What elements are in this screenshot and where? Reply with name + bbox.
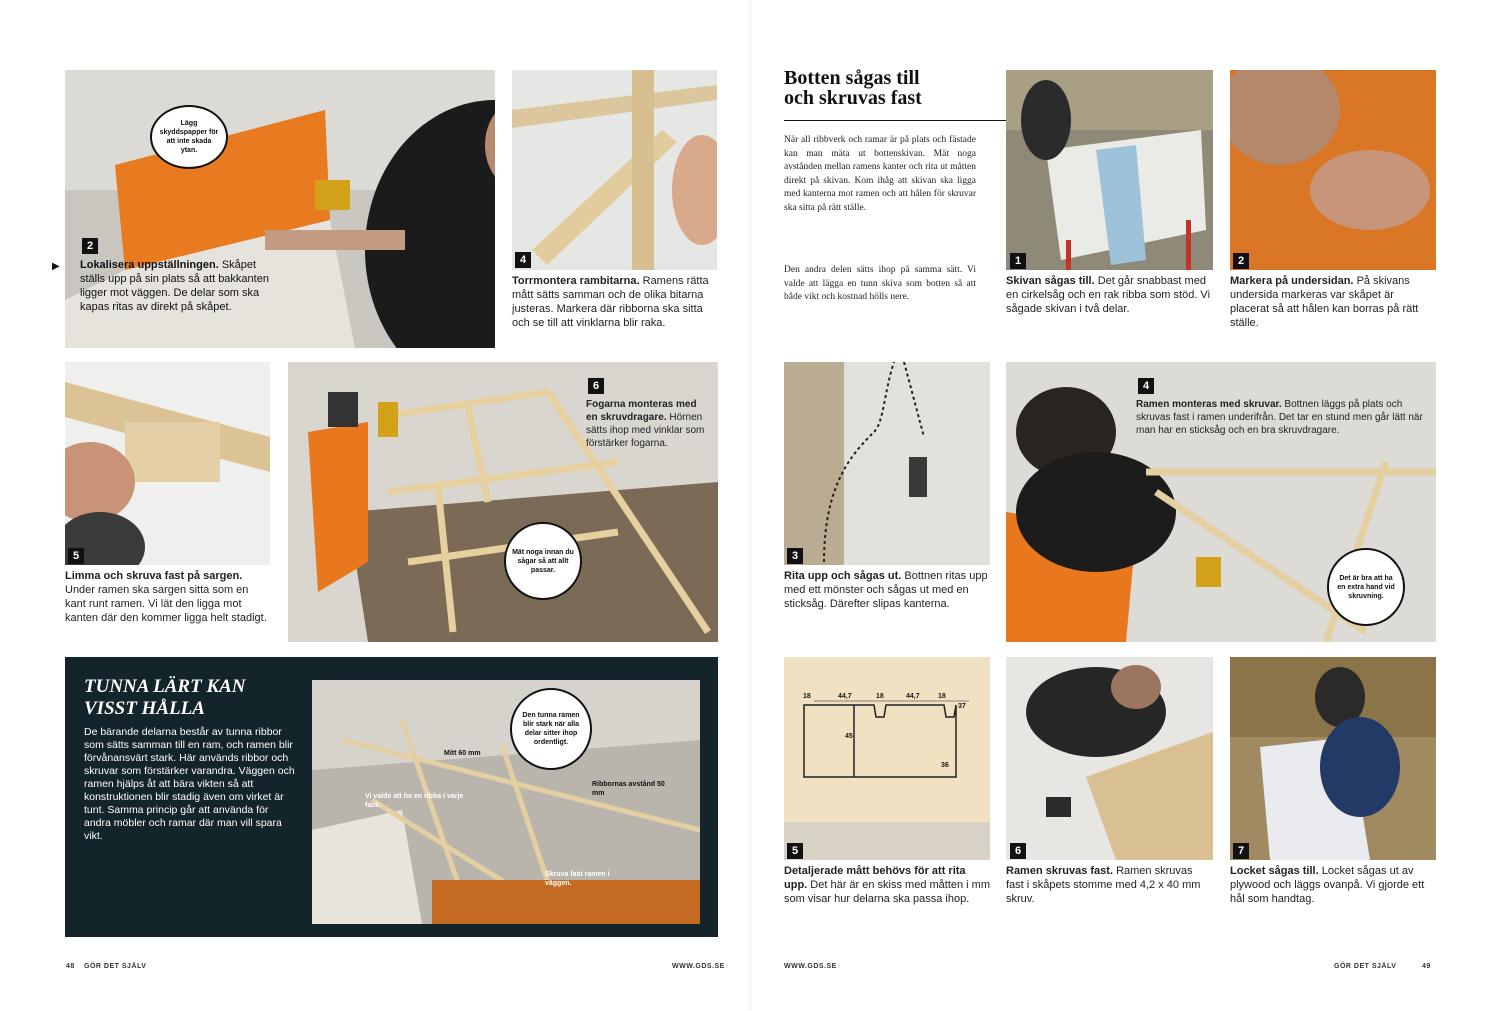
step-text: Bottnen ritas upp med ett mönster och sågas ut med en sticksåg. Därefter slipas kanterna. [784, 570, 988, 610]
annotation-label: Vi valde att ha en ribba i varje fack. [365, 793, 464, 809]
page-number: 48 [66, 963, 75, 970]
step-text: Ramen skruvas fast i skåpets stomme med 4,2 x 40 mm skruv. [1006, 865, 1201, 905]
heading-rule [784, 120, 1006, 121]
step-title: Locket sågas till. [1230, 865, 1319, 877]
dimension-label: 36 [941, 762, 949, 769]
step-title: Detaljerade mått behövs för att rita upp. [784, 865, 966, 891]
step-number: 1 [1010, 253, 1026, 269]
step-text: Hörnen sätts ihop med vinklar som förstärker fogarna. [586, 412, 705, 449]
step-number: 4 [515, 252, 531, 268]
article-heading [784, 68, 984, 108]
arrow-right-icon: ▶ [52, 261, 60, 272]
photo-screwing-frame [1006, 657, 1213, 860]
step-caption [65, 569, 270, 625]
step-number: 6 [1010, 843, 1026, 859]
footer-brand: GÖR DET SJÄLV [84, 963, 147, 970]
tip-bubble: Mät noga innan du sågar så att allt passar. [504, 522, 582, 600]
step-caption [512, 274, 717, 330]
step-caption [1006, 864, 1213, 906]
annotation-label: Mitt 60 mm [444, 750, 481, 757]
step-title: Torrmontera rambitarna. [512, 275, 640, 287]
step-text: Det går snabbast med en cirkelsåg och en rak ribba som stöd. Vi sågade skivan i två delar. [1006, 275, 1211, 315]
step-caption [1136, 398, 1426, 437]
footer-url: WWW.GDS.SE [784, 963, 837, 970]
step-number: 2 [1233, 253, 1249, 269]
dimension-label: 44,7 [906, 693, 920, 700]
step-caption [586, 398, 711, 450]
panel-text: De bärande delarna består av tunna ribbor som sätts samman till en ram, och ramen blir förvånansvärt stark. Här används ribbor och skruvar som förstärker varandra. Väggen och ramen hjälps åt att bära vikten så att konstruktionen blir stadig även om virket är tunt. Samma princip går att använda för andra möbler och ramar där man vill spara vikt. [84, 726, 295, 842]
step-title: Limma och skruva fast på sargen. [65, 570, 243, 582]
dimension-label: 18 [803, 693, 811, 700]
step-caption [1006, 274, 1213, 316]
step-title: Rita upp och sågas ut. [784, 570, 902, 582]
photo-saw-cutting [1006, 70, 1213, 270]
step-number: 7 [1233, 843, 1249, 859]
step-caption [784, 864, 990, 906]
panel-title: TUNNA LÄRT KAN VISST HÅLLA [84, 676, 246, 719]
step-title: Lokalisera uppställningen. [80, 259, 219, 271]
photo-marking-underside [1230, 70, 1436, 270]
step-number: 4 [1138, 378, 1154, 394]
step-text: Skåpet ställs upp på sin plats så att bakkanten ligger mot väggen. De delar som ska kapas ritas av direkt på skåpet. [80, 259, 269, 313]
step-text: Ramens rätta mått sätts samman och de olika bitarna justeras. Markera där ribborna ska sitta och se till att vinklarna blir raka. [512, 275, 709, 329]
annotation-label: Skruva fast ramen i väggen. [545, 871, 610, 887]
tip-bubble: Den tunna ramen blir stark när alla delar sitter ihop ordentligt. [510, 688, 592, 770]
step-title: Ramen monteras med skruvar. [1136, 399, 1282, 410]
article-body: När all ribbverk och ramar är på plats och fästade kan man mäta ut bottenskivan. Mät noga avstånden mellan ramens kanter och rita ut måtten direkt på skivan. Kom ihåg att skivan ska ligga med kanterna mot ramen och att hålen för skruvar ska sitta på rätt ställe. [784, 135, 976, 213]
page-number: 49 [1422, 963, 1431, 970]
step-number: 2 [82, 238, 98, 254]
photo-drawn-pattern [784, 362, 990, 565]
step-caption [1230, 274, 1436, 330]
step-caption [784, 569, 990, 611]
tip-bubble: Det är bra att ha en extra hand vid skruvning. [1327, 548, 1405, 626]
step-number: 5 [787, 843, 803, 859]
step-text: Bottnen läggs på plats och skruvas fast i ramen underifrån. Det tar en stund men går lätt när man har en sticksåg och en bra skruvdragare. [1136, 399, 1423, 436]
step-text: På skivans undersida markeras var skåpet är placerat så att hålen kan borras på rätt ställe. [1230, 275, 1419, 329]
dimension-label: 44,7 [838, 693, 852, 700]
article-body-2: Den andra delen sätts ihop på samma sätt. Vi valde att lägga en tunn skiva som botten så att både vikt och kostnad hölls nere. [784, 265, 976, 302]
step-title: Markera på undersidan. [1230, 275, 1354, 287]
tip-bubble: Lägg skyddspapper för att inte skada ytan. [150, 105, 228, 169]
step-caption [80, 258, 270, 314]
footer-brand: GÖR DET SJÄLV [1334, 963, 1397, 970]
photo-drill-screw [65, 362, 270, 565]
step-title: Ramen skruvas fast. [1006, 865, 1113, 877]
step-title: Fogarna monteras med en skruvdragare. [586, 399, 697, 423]
heading-line: Botten sågas till [784, 67, 920, 89]
step-text: Locket sågas ut av plywood och läggs ovanpå. Vi gjorde ett hål som handtag. [1230, 865, 1425, 905]
heading-line: och skruvas fast [784, 87, 922, 109]
step-number: 6 [588, 378, 604, 394]
step-text: Det här är en skiss med måtten i mm som visar hur delarna ska passa ihop. [784, 879, 991, 905]
spread-gutter [748, 0, 752, 1011]
step-caption [1230, 864, 1436, 906]
annotation-label: Ribbornas avstånd 50 mm [592, 781, 665, 797]
step-title: Skivan sågas till. [1006, 275, 1095, 287]
photo-measurement-sketch [784, 657, 990, 860]
footer-url: WWW.GDS.SE [672, 963, 725, 970]
step-number: 5 [68, 548, 84, 564]
photo-frame-pencil [512, 70, 717, 270]
step-number: 3 [787, 548, 803, 564]
dimension-label: 18 [876, 693, 884, 700]
dimension-label: 45 [845, 733, 853, 740]
dimension-label: 37 [958, 703, 966, 710]
step-text: Under ramen ska sargen sitta som en kant runt ramen. Vi lät den ligga mot kanten där den kommer ligga helt stadigt. [65, 584, 267, 624]
dimension-label: 18 [938, 693, 946, 700]
photo-cutting-lid [1230, 657, 1436, 860]
